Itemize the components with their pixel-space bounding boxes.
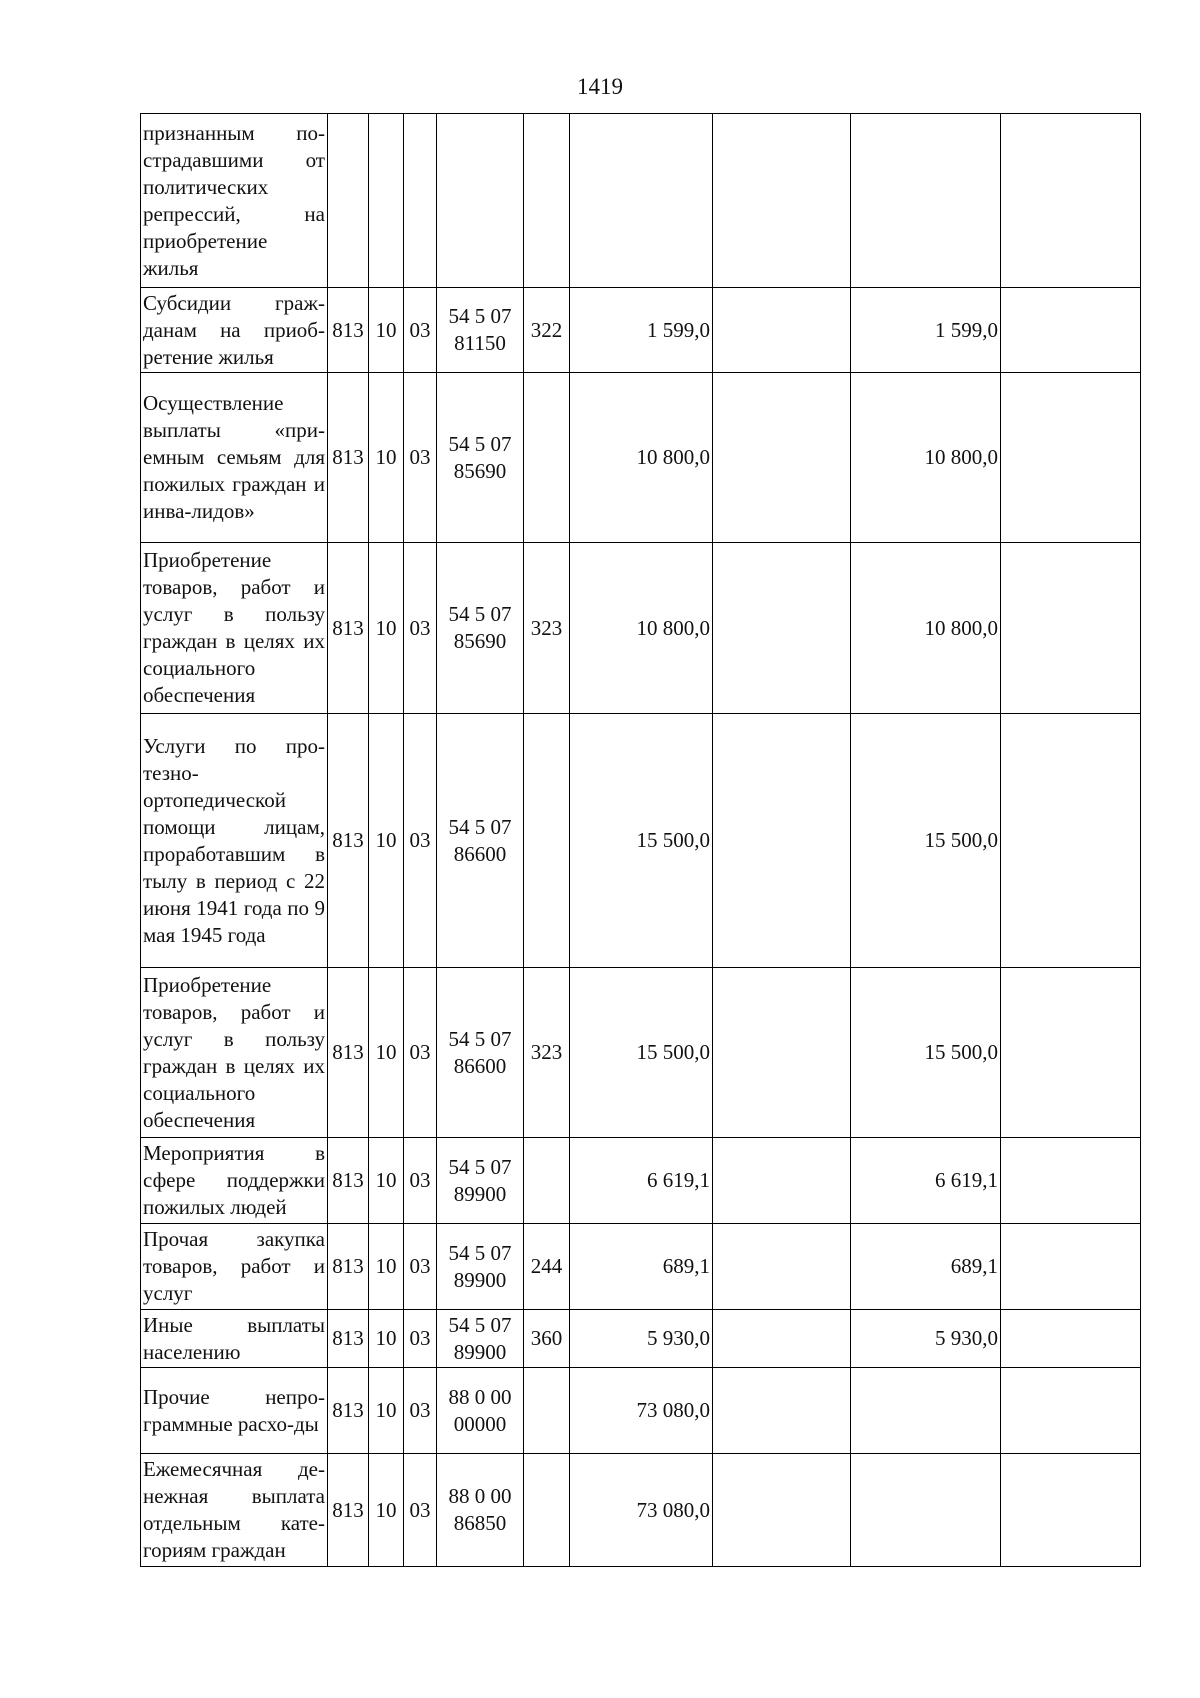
amount-column-4: [1001, 1454, 1141, 1567]
department-code: [328, 114, 369, 288]
department-code: 813: [328, 714, 369, 968]
department-code: 813: [328, 1224, 369, 1310]
amount-column-2: [713, 543, 851, 714]
expense-type-code: [524, 1368, 570, 1454]
table-row: [141, 1368, 1141, 1454]
expense-type-code: [524, 114, 570, 288]
expense-type-code: [524, 1454, 570, 1567]
expense-description: Мероприятия в сфере поддержки пожилых людей: [141, 1138, 328, 1224]
table-row: [141, 1224, 1141, 1310]
expense-type-code: 323: [524, 968, 570, 1138]
target-article-code: 54 5 07 89900: [437, 1310, 524, 1368]
amount-column-2: [713, 1454, 851, 1567]
expense-type-code: 323: [524, 543, 570, 714]
section-code: 10: [369, 288, 404, 373]
amount-column-3: 689,1: [851, 1224, 1001, 1310]
table-row: [141, 288, 1141, 373]
section-code: 10: [369, 1310, 404, 1368]
amount-column-4: [1001, 1310, 1141, 1368]
amount-total: 15 500,0: [570, 714, 713, 968]
department-code: 813: [328, 968, 369, 1138]
department-code: 813: [328, 1138, 369, 1224]
amount-total: 689,1: [570, 1224, 713, 1310]
page-number: 1419: [577, 74, 623, 99]
department-code: 813: [328, 288, 369, 373]
amount-column-2: [713, 288, 851, 373]
section-code: 10: [369, 543, 404, 714]
table-body: [141, 114, 1141, 1567]
amount-total: 10 800,0: [570, 543, 713, 714]
target-article-code: 54 5 07 86600: [437, 714, 524, 968]
subsection-code: 03: [404, 968, 437, 1138]
expense-description: Иные выплаты населению: [141, 1310, 328, 1368]
department-code: 813: [328, 1368, 369, 1454]
amount-column-4: [1001, 1368, 1141, 1454]
amount-total: 6 619,1: [570, 1138, 713, 1224]
expense-description: Осуществление выплаты «при-емным семьям для пожилых граждан и инва-лидов»: [141, 373, 328, 543]
expense-type-code: 244: [524, 1224, 570, 1310]
amount-total: 1 599,0: [570, 288, 713, 373]
amount-column-3: 6 619,1: [851, 1138, 1001, 1224]
table-row: [141, 373, 1141, 543]
section-code: 10: [369, 1454, 404, 1567]
section-code: 10: [369, 373, 404, 543]
section-code: 10: [369, 968, 404, 1138]
amount-column-3: [851, 1454, 1001, 1567]
amount-column-4: [1001, 114, 1141, 288]
expense-description: Ежемесячная де-нежная выплата отдельным кате-гориям граждан: [141, 1454, 328, 1567]
expense-type-code: [524, 373, 570, 543]
target-article-code: 54 5 07 85690: [437, 373, 524, 543]
target-article-code: [437, 114, 524, 288]
subsection-code: 03: [404, 543, 437, 714]
subsection-code: 03: [404, 373, 437, 543]
amount-column-4: [1001, 714, 1141, 968]
amount-column-4: [1001, 1138, 1141, 1224]
section-code: [369, 114, 404, 288]
subsection-code: [404, 114, 437, 288]
subsection-code: 03: [404, 1224, 437, 1310]
department-code: 813: [328, 373, 369, 543]
amount-column-3: [851, 114, 1001, 288]
section-code: 10: [369, 1138, 404, 1224]
table-row: [141, 1310, 1141, 1368]
amount-column-4: [1001, 1224, 1141, 1310]
expense-description: Прочая закупка товаров, работ и услуг: [141, 1224, 328, 1310]
table-row: [141, 543, 1141, 714]
expense-type-code: 360: [524, 1310, 570, 1368]
expense-description: Приобретение товаров, работ и услуг в пользу граждан в целях их социального обеспечения: [141, 543, 328, 714]
amount-total: 15 500,0: [570, 968, 713, 1138]
table-row: [141, 1454, 1141, 1567]
amount-column-4: [1001, 373, 1141, 543]
amount-column-2: [713, 1368, 851, 1454]
department-code: 813: [328, 1454, 369, 1567]
amount-column-3: 1 599,0: [851, 288, 1001, 373]
amount-column-2: [713, 114, 851, 288]
subsection-code: 03: [404, 1138, 437, 1224]
amount-column-3: 10 800,0: [851, 373, 1001, 543]
amount-column-3: 15 500,0: [851, 968, 1001, 1138]
table-row: [141, 114, 1141, 288]
subsection-code: 03: [404, 1454, 437, 1567]
target-article-code: 54 5 07 89900: [437, 1138, 524, 1224]
amount-column-2: [713, 373, 851, 543]
amount-column-2: [713, 1310, 851, 1368]
department-code: 813: [328, 543, 369, 714]
expense-description: признанным по-страдавшими от политических репрессий, на приобретение жилья: [141, 114, 328, 288]
target-article-code: 88 0 00 86850: [437, 1454, 524, 1567]
amount-total: 5 930,0: [570, 1310, 713, 1368]
section-code: 10: [369, 714, 404, 968]
expense-type-code: 322: [524, 288, 570, 373]
table-row: [141, 968, 1141, 1138]
amount-column-4: [1001, 543, 1141, 714]
target-article-code: 54 5 07 85690: [437, 543, 524, 714]
target-article-code: 54 5 07 86600: [437, 968, 524, 1138]
subsection-code: 03: [404, 288, 437, 373]
section-code: 10: [369, 1224, 404, 1310]
section-code: 10: [369, 1368, 404, 1454]
expense-type-code: [524, 714, 570, 968]
budget-table: [140, 113, 1141, 1567]
amount-column-3: [851, 1368, 1001, 1454]
amount-total: 73 080,0: [570, 1368, 713, 1454]
target-article-code: 54 5 07 81150: [437, 288, 524, 373]
table-row: [141, 714, 1141, 968]
amount-total: 10 800,0: [570, 373, 713, 543]
amount-total: [570, 114, 713, 288]
amount-total: 73 080,0: [570, 1454, 713, 1567]
expense-type-code: [524, 1138, 570, 1224]
target-article-code: 88 0 00 00000: [437, 1368, 524, 1454]
amount-column-3: 5 930,0: [851, 1310, 1001, 1368]
expense-description: Приобретение товаров, работ и услуг в пользу граждан в целях их социального обеспечения: [141, 968, 328, 1138]
expense-description: Услуги по про-тезно-ортопедической помощи лицам, проработавшим в тылу в период с 22 июня 1941 года по 9 мая 1945 года: [141, 714, 328, 968]
subsection-code: 03: [404, 1310, 437, 1368]
table-row: [141, 1138, 1141, 1224]
amount-column-2: [713, 968, 851, 1138]
subsection-code: 03: [404, 714, 437, 968]
expense-description: Субсидии граж-данам на приоб-ретение жилья: [141, 288, 328, 373]
amount-column-2: [713, 1224, 851, 1310]
target-article-code: 54 5 07 89900: [437, 1224, 524, 1310]
amount-column-3: 15 500,0: [851, 714, 1001, 968]
expense-description: Прочие непро-граммные расхо-ды: [141, 1368, 328, 1454]
amount-column-3: 10 800,0: [851, 543, 1001, 714]
amount-column-4: [1001, 968, 1141, 1138]
amount-column-2: [713, 1138, 851, 1224]
department-code: 813: [328, 1310, 369, 1368]
amount-column-2: [713, 714, 851, 968]
amount-column-4: [1001, 288, 1141, 373]
subsection-code: 03: [404, 1368, 437, 1454]
